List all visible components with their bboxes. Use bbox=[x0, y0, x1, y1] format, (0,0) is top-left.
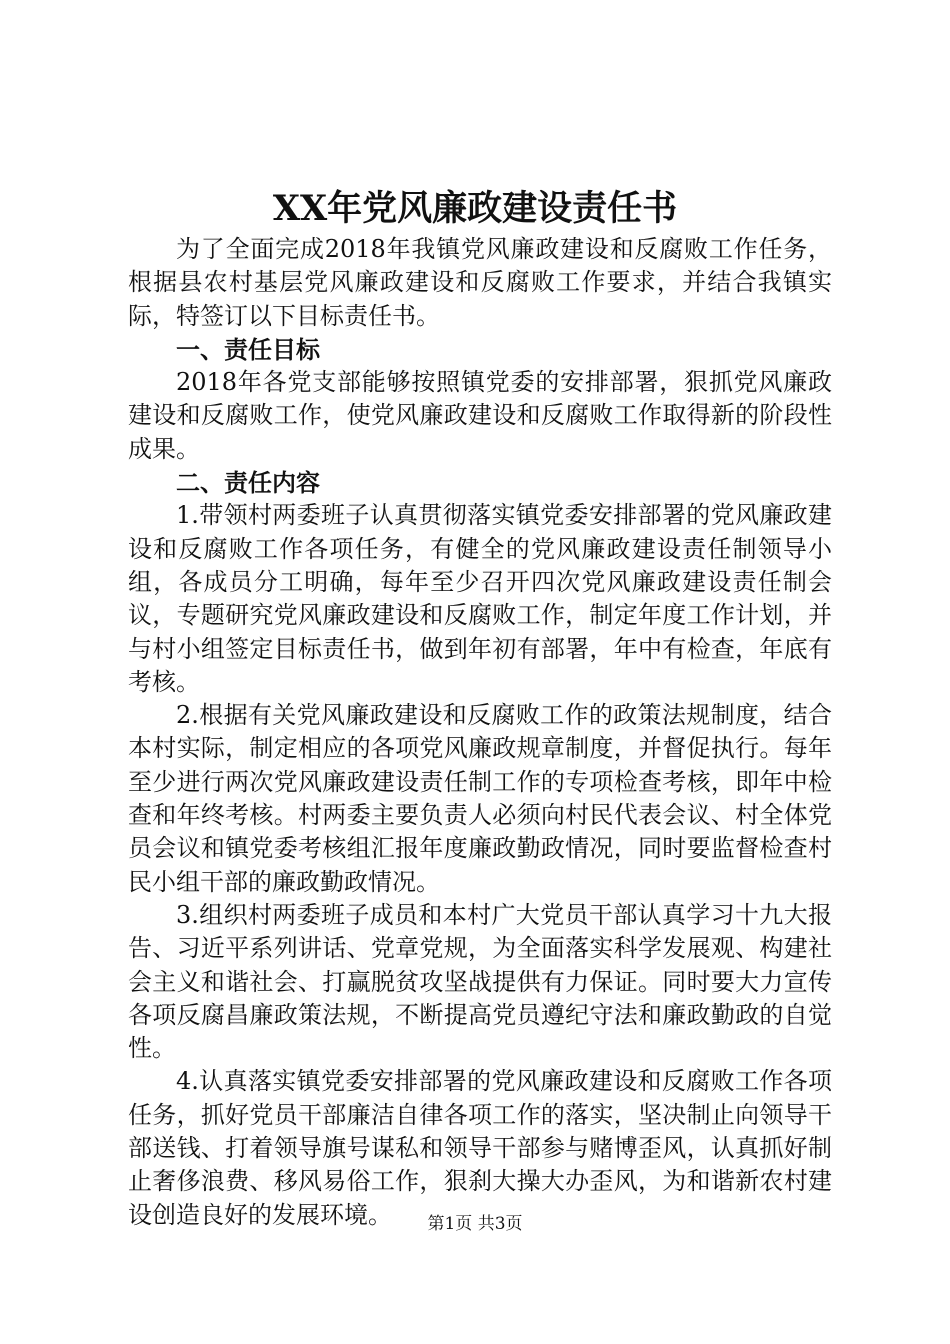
document-title: XX年党风廉政建设责任书 bbox=[272, 188, 678, 229]
responsibility-item-3: 3.组织村两委班子成员和本村广大党员干部认真学习十九大报告、习近平系列讲话、党章党规，为全面落实科学发展观、构建社会主义和谐社会、打赢脱贫攻坚战提供有力保证。同时要大力宣传各项反腐昌廉政策法规，不断提高党员遵纪守法和廉政勤政的自觉性。 bbox=[128, 900, 832, 1063]
intro-paragraph: 为了全面完成2018年我镇党风廉政建设和反腐败工作任务，根据县农村基层党风廉政建设和反腐败工作要求，并结合我镇实际，特签订以下目标责任书。 bbox=[128, 235, 832, 330]
responsibility-item-1: 1.带领村两委班子认真贯彻落实镇党委安排部署的党风廉政建设和反腐败工作各项任务，有健全的党风廉政建设责任制领导小组，各成员分工明确，每年至少召开四次党风廉政建设责任制会议，专题研究党风廉政建设和反腐败工作，制定年度工作计划，并与村小组签定目标责任书，做到年初有部署，年中有检查，年底有考核。 bbox=[128, 501, 832, 696]
page-number-footer: 第1页 共3页 bbox=[427, 1214, 523, 1234]
section-1-paragraph: 2018年各党支部能够按照镇党委的安排部署，狠抓党风廉政建设和反腐败工作，使党风廉政建设和反腐败工作取得新的阶段性成果。 bbox=[128, 368, 832, 463]
responsibility-item-2: 2.根据有关党风廉政建设和反腐败工作的政策法规制度，结合本村实际，制定相应的各项党风廉政规章制度，并督促执行。每年至少进行两次党风廉政建设责任制工作的专项检查考核，即年中检查和年终考核。村两委主要负责人必须向村民代表会议、村全体党员会议和镇党委考核组汇报年度廉政勤政情况，同时要监督检查村民小组干部的廉政勤政情况。 bbox=[128, 701, 832, 896]
section-2-heading: 二、责任内容 bbox=[176, 468, 320, 498]
document-body bbox=[128, 233, 832, 1232]
responsibility-item-4: 4.认真落实镇党委安排部署的党风廉政建设和反腐败工作各项任务，抓好党员干部廉洁自律各项工作的落实，坚决制止向领导干部送钱、打着领导旗号谋私和领导干部参与赌博歪风，认真抓好制止奢侈浪费、移风易俗工作，狠刹大操大办歪风，为和谐新农村建设创造良好的发展环境。 bbox=[128, 1067, 832, 1229]
section-1-heading: 一、责任目标 bbox=[176, 334, 320, 364]
